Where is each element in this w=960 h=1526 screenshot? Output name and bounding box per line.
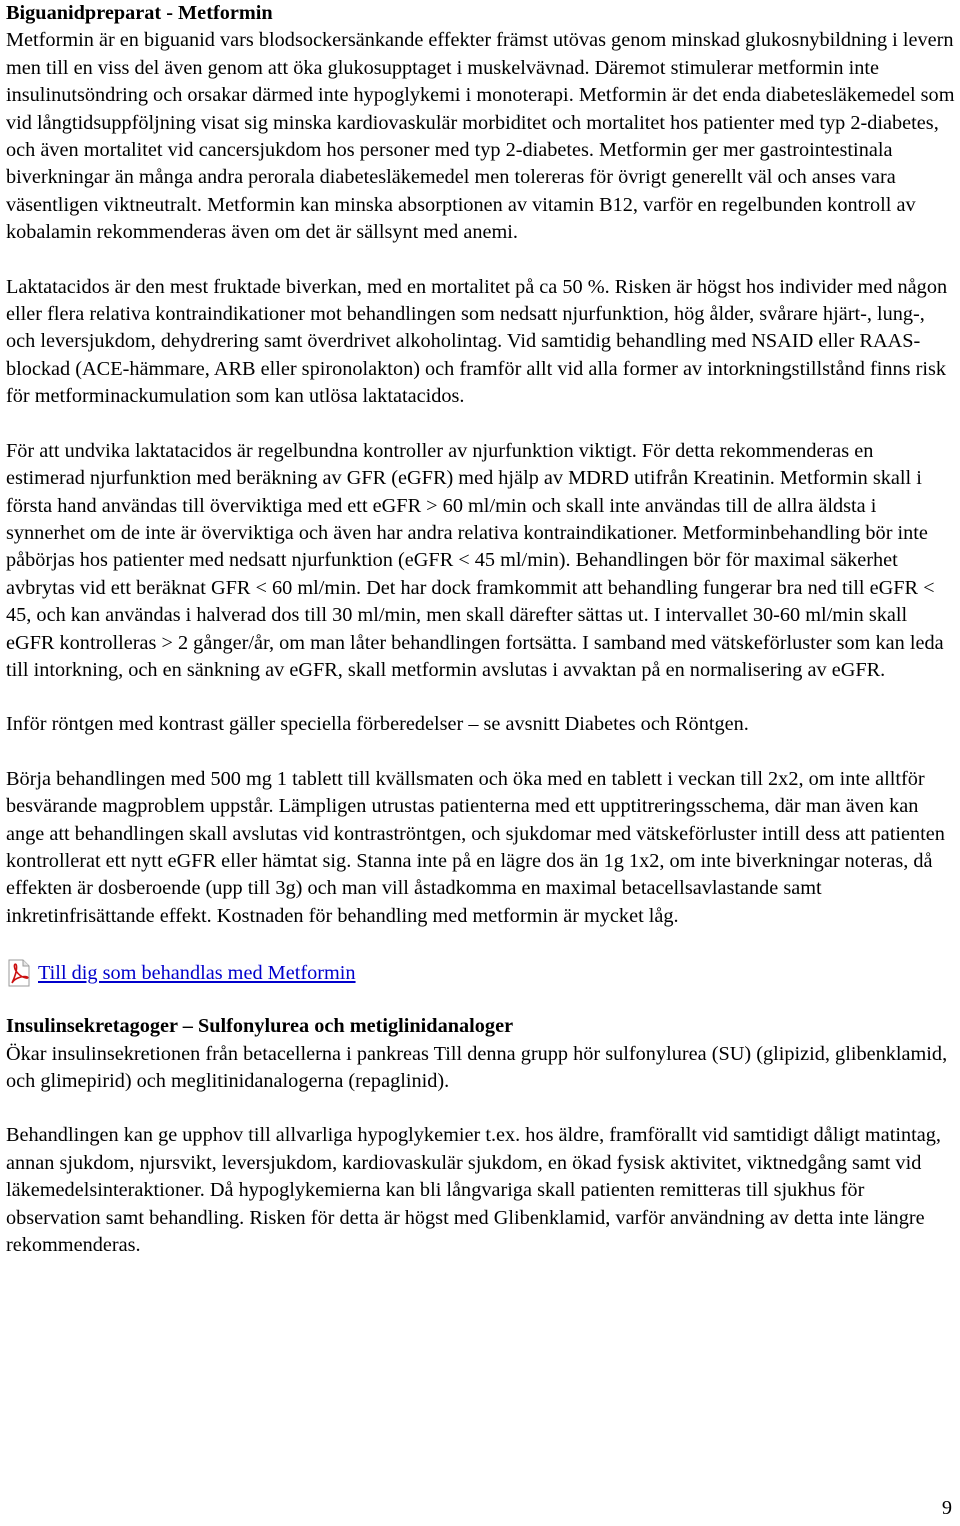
metformin-pdf-link-row[interactable] — [6, 957, 956, 987]
metformin-paragraph-3: För att undvika laktatacidos är regelbundna kontroller av njurfunktion viktigt. För detta rekommenderas en estimerad njurfunktion med beräkning av GFR (eGFR) med hjälp av MDRD utifrån Kreatinin. Metformin skall i första hand användas till överviktiga med ett eGFR > 60 ml/min och skall inte användas till de allra äldsta i synnerhet om de inte är överviktiga och även har andra relativa kontraindikationer. Metforminbehandling bör inte påbörjas hos patienter med nedsatt njurfunktion (eGFR < 45 ml/min). Behandlingen bör för maximal säkerhet avbrytas vid ett beräknat GFR < 60 ml/min. Det har dock framkommit att behandling fungerar bra ned till eGFR < 45, och kan användas i halverad dos till 30 ml/min, men skall därefter sättas ut. I intervallet 30-60 ml/min skall eGFR kontrolleras > 2 gånger/år, om man låter behandlingen fortsätta. I samband med vätskeförluster som kan leda till intorkning, och en sänkning av eGFR, skall metformin avslutas i avvaktan på en normalisering av eGFR. — [6, 439, 944, 681]
metformin-paragraph-2: Laktatacidos är den mest fruktade biverkan, med en mortalitet på ca 50 %. Risken är högst hos individer med någon eller flera relativa kontraindikationer mot behandlingen som nedsatt njurfunktion, hög ålder, svårare hjärt-, lung-, och leversjukdom, dehydrering samt överdrivet alkoholintag. Vid samtidig behandling med NSAID eller RAAS-blockad (ACE-hämmare, ARB eller spironolakton) och framför allt vid alla former av intorkningstillstånd finns risk för metforminackumulation som kan utlösa laktatacidos. — [6, 275, 948, 408]
pdf-icon[interactable] — [6, 959, 32, 987]
metformin-paragraph-4: Inför röntgen med kontrast gäller speciella förberedelser – se avsnitt Diabetes och Röntgen. — [6, 713, 749, 736]
sulfonylurea-paragraph-2: Behandlingen kan ge upphov till allvarliga hypoglykemier t.ex. hos äldre, framförallt vid samtidigt dåligt matintag, annan sjukdom, njursvikt, leversjukdom, kardiovaskulär sjukdom, en ökad fysisk aktivitet, viktnedgång samt vid läkemedelsinteraktioner. Då hypoglykemierna kan bli långvariga skall patienten remitteras till sjukhus för observation samt behandling. Risken för detta är högst med Glibenklamid, varför användning av detta inte längre rekommenderas. — [6, 1124, 941, 1257]
document-page — [6, 0, 956, 1286]
metformin-patient-info-link[interactable]: Till dig som behandlas med Metformin — [38, 961, 356, 984]
sulfonylurea-paragraph-1: Ökar insulinsekretionen från betacellerna i pankreas Till denna grupp hör sulfonylurea (SU) (glipizid, glibenklamid, och glimepirid) och meglitinidanalogerna (repaglinid). — [6, 1042, 948, 1092]
metformin-paragraph-1: Metformin är en biguanid vars blodsockersänkande effekter främst utövas genom minskad glukosnybildning i levern men till en viss del även genom att öka glukosupptaget i muskelvävnad. Däremot stimulerar metformin inte insulinutsöndring och orsakar därmed inte hypoglykemi i monoterapi. Metformin är det enda diabetesläkemedel som vid långtidsuppföljning visat sig minska kardiovaskulär morbiditet och mortalitet hos patienter med typ 2-diabetes, och även mortalitet vid cancersjukdom hos personer med typ 2-diabetes. Metformin ger mer gastrointestinala biverkningar än många andra perorala diabetesläkemedel men tolereras för övrigt generellt väl och anses vara väsentligen viktneutralt. Metformin kan minska absorptionen av vitamin B12, varför en regelbunden kontroll av kobalamin rekommenderas även om det är sällsynt med anemi. — [6, 29, 955, 244]
page-number: 9 — [941, 1496, 952, 1519]
section-heading-metformin: Biguanidpreparat - Metformin — [6, 2, 273, 24]
section-heading-sulfonylurea: Insulinsekretagoger – Sulfonylurea och metiglinidanaloger — [6, 1015, 514, 1038]
metformin-paragraph-5: Börja behandlingen med 500 mg 1 tablett till kvällsmaten och öka med en tablett i veckan till 2x2, om inte alltför besvärande magproblem uppstår. Lämpligen utrustas patienterna med ett upptitreringsschema, där man även kan ange att behandlingen skall avslutas vid kontraströntgen, och sjukdomar med vätskeförluster intill dess att patienten kontrollerat ett nytt eGFR eller hämtat sig. Stanna inte på en lägre dos än 1g 1x2, om inte biverkningar noteras, då effekten är dosberoende (upp till 3g) och man vill åstadkomma en maximal betacellsavlastande samt inkretinfrisättande effekt. Kostnaden för behandling med metformin är mycket låg. — [6, 767, 945, 927]
